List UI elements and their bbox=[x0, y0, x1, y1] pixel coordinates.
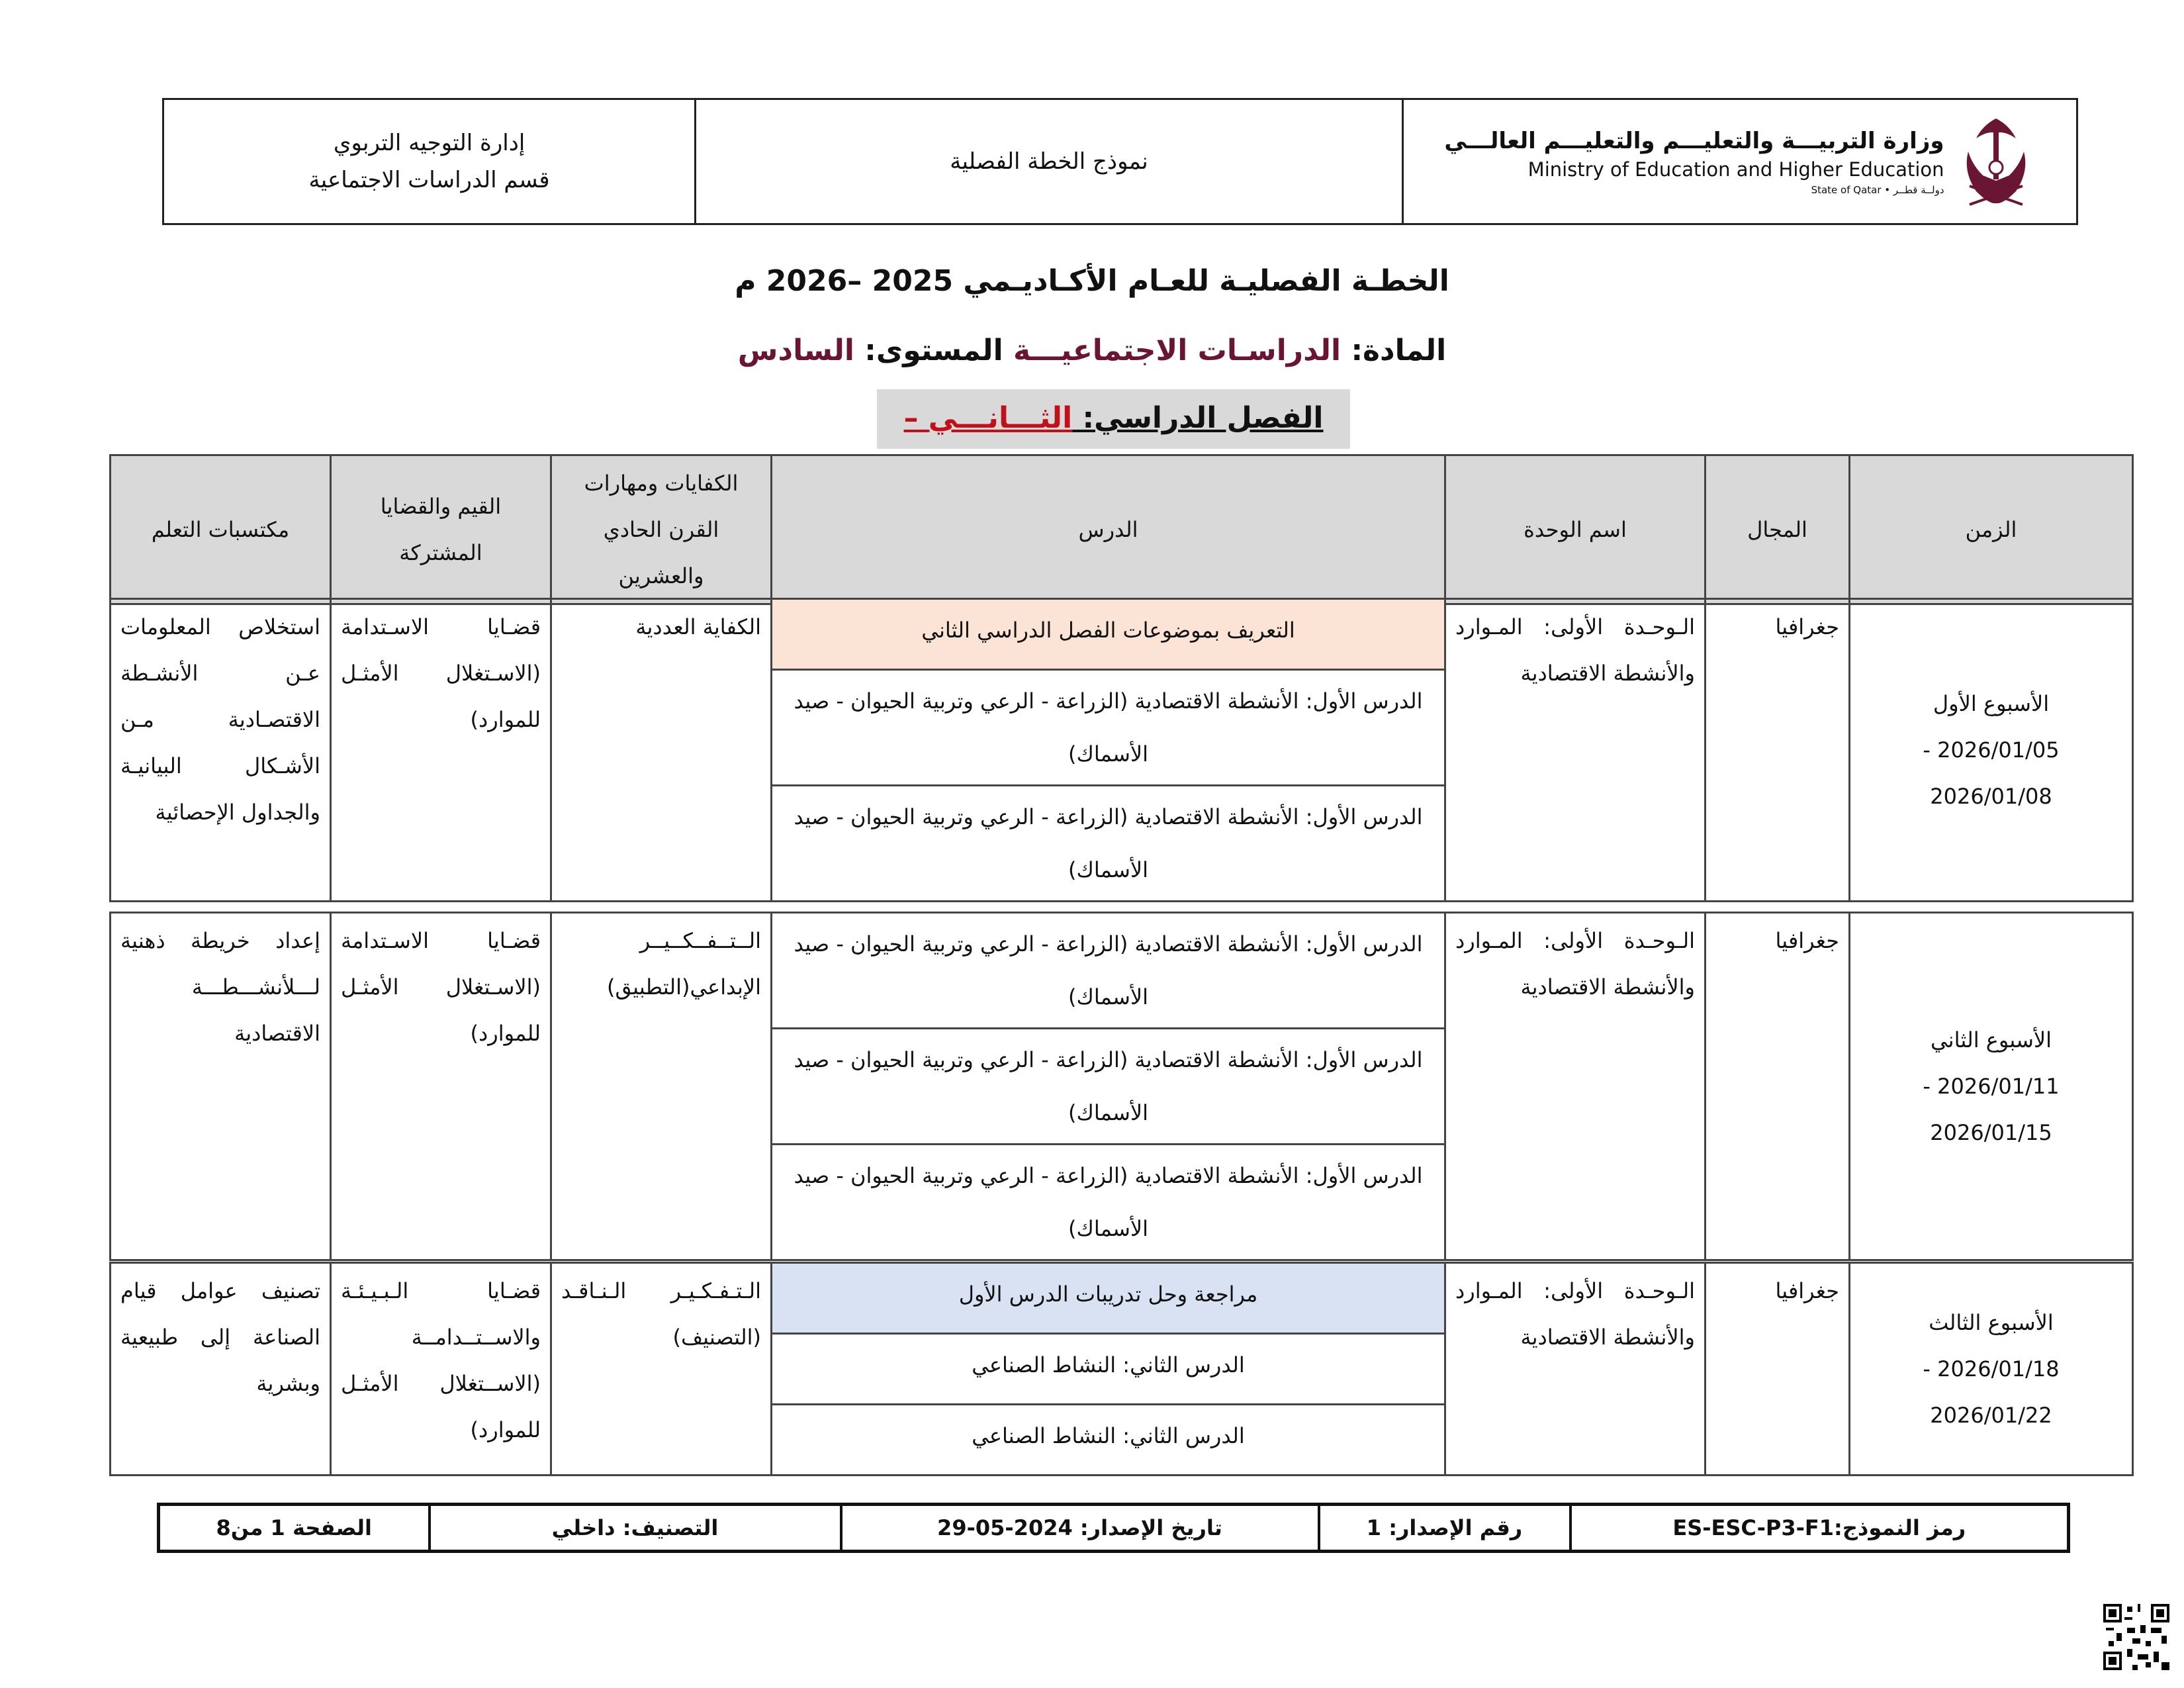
subject-value: الدراسـات الاجتماعيـــة bbox=[1013, 334, 1342, 367]
subject-line bbox=[0, 328, 2184, 374]
unit-cell: الـوحـدة الأولى: المـوارد والأنشطة الاقتصادية bbox=[1445, 599, 1706, 902]
col-values: القيم والقضايا المشتركة bbox=[331, 455, 551, 604]
form-code: رمز النموذج:ES-ESC-P3-F1 bbox=[1570, 1505, 2069, 1552]
level-label: المستوى: bbox=[854, 334, 1013, 367]
field-cell: جغرافيا bbox=[1706, 1263, 1850, 1476]
lesson-cell: التعريف بموضوعات الفصل الدراسي الثاني bbox=[772, 599, 1445, 670]
section-name: قسم الدراسات الاجتماعية bbox=[308, 167, 550, 193]
lesson-cell: مراجعة وحل تدريبات الدرس الأول bbox=[772, 1263, 1445, 1334]
plan-title: الخطـة الفصليـة للعـام الأكـاديـمي 2025 –2026 م bbox=[735, 264, 1449, 298]
col-unit: اسم الوحدة bbox=[1445, 455, 1706, 604]
week-label: الأسبوع الثالث bbox=[1929, 1310, 2054, 1335]
col-time: الزمن bbox=[1850, 455, 2133, 604]
week-cell bbox=[1850, 599, 2133, 902]
page-number: الصفحة 1 من8 bbox=[159, 1505, 430, 1552]
qatar-emblem-icon bbox=[1956, 112, 2036, 211]
week-1-table bbox=[109, 598, 2134, 902]
ministry-name-ar: وزارة التربيـــة والتعليـــم والتعليـــم العالـــي bbox=[1444, 128, 1944, 154]
values-cell: قضـايا الاسـتدامة (الاسـتغلال الأمثـل للموارد) bbox=[331, 913, 551, 1260]
week-label: الأسبوع الثاني bbox=[1930, 1027, 2052, 1053]
document-header bbox=[162, 98, 2078, 225]
lesson-cell: الدرس الأول: الأنشطة الاقتصادية (الزراعة - الرعي وتربية الحيوان - صيد الأسماك) bbox=[772, 1145, 1445, 1260]
field-cell: جغرافيا bbox=[1706, 913, 1850, 1260]
week-cell bbox=[1850, 913, 2133, 1260]
values-cell: قضـايا الـبـيـئـة والاســتــدامــة (الاســتغلال الأمثـل للموارد) bbox=[331, 1263, 551, 1476]
form-title: نموذج الخطة الفصلية bbox=[950, 148, 1148, 175]
semester-label: الفصل الدراسي: bbox=[1072, 401, 1324, 435]
field-cell: جغرافيا bbox=[1706, 599, 1850, 902]
week-cell bbox=[1850, 1263, 2133, 1476]
qr-code-icon bbox=[2103, 1604, 2169, 1670]
competency-cell: الكفاية العددية bbox=[551, 599, 772, 902]
version-number: رقم الإصدار: 1 bbox=[1319, 1505, 1570, 1552]
week-label: الأسبوع الأول bbox=[1933, 691, 2050, 716]
week-from: 2026/01/11 - bbox=[1923, 1074, 2060, 1099]
unit-cell: الـوحـدة الأولى: المـوارد والأنشطة الاقتصادية bbox=[1445, 1263, 1706, 1476]
lesson-cell: الدرس الأول: الأنشطة الاقتصادية (الزراعة - الرعي وتربية الحيوان - صيد الأسماك) bbox=[772, 913, 1445, 1029]
col-lesson: الدرس bbox=[772, 455, 1445, 604]
ministry-cell bbox=[1402, 99, 2077, 224]
semester-line bbox=[877, 389, 1350, 449]
week-3-table bbox=[109, 1262, 2134, 1476]
department-cell bbox=[163, 99, 696, 224]
lesson-cell: الدرس الأول: الأنشطة الاقتصادية (الزراعة - الرعي وتربية الحيوان - صيد الأسماك) bbox=[772, 1029, 1445, 1145]
col-outcomes: مكتسبات التعلم bbox=[111, 455, 331, 604]
outcome-cell: استخلاص المعلومات عـن الأنشـطة الاقتصـادية مـن الأشـكال البيانيـة والجداول الإحصائية bbox=[111, 599, 331, 902]
week-to: 2026/01/15 bbox=[1930, 1120, 2052, 1145]
semester-value: الثـــانـــي bbox=[928, 401, 1073, 435]
col-field: المجال bbox=[1706, 455, 1850, 604]
outcome-cell: إعداد خريطة ذهنية لـــلأنشـــطـــة الاقتصادية bbox=[111, 913, 331, 1260]
form-title-cell bbox=[696, 99, 1403, 224]
lesson-cell: الدرس الأول: الأنشطة الاقتصادية (الزراعة - الرعي وتربية الحيوان - صيد الأسماك) bbox=[772, 670, 1445, 786]
state-name: State of Qatar • دولــة قطــر bbox=[1811, 184, 1944, 196]
col-competencies: الكفايات ومهارات القرن الحادي والعشرين bbox=[551, 455, 772, 604]
week-from: 2026/01/05 - bbox=[1923, 737, 2060, 763]
week-2-table bbox=[109, 912, 2134, 1261]
department-name: إدارة التوجيه التربوي bbox=[333, 130, 525, 156]
ministry-name-en: Ministry of Education and Higher Education bbox=[1527, 158, 1944, 181]
level-value: السادس bbox=[737, 334, 854, 367]
ministry-logo bbox=[1404, 112, 2075, 211]
document-footer bbox=[157, 1503, 2070, 1553]
subject-label: المادة: bbox=[1341, 334, 1447, 367]
values-cell: قضـايا الاسـتدامة (الاسـتغلال الأمثـل للموارد) bbox=[331, 599, 551, 902]
week-to: 2026/01/22 bbox=[1930, 1403, 2052, 1428]
unit-cell: الـوحـدة الأولى: المـوارد والأنشطة الاقتصادية bbox=[1445, 913, 1706, 1260]
lesson-cell: الدرس الثاني: النشاط الصناعي bbox=[772, 1405, 1445, 1476]
issue-date: تاريخ الإصدار: 2024-05-29 bbox=[841, 1505, 1319, 1552]
outcome-cell: تصنيف عوامل قيام الصناعة إلى طبيعية وبشرية bbox=[111, 1263, 331, 1476]
competency-cell: الــتــفــكــيــر الإبداعي(التطبيق) bbox=[551, 913, 772, 1260]
lesson-cell: الدرس الثاني: النشاط الصناعي bbox=[772, 1334, 1445, 1405]
competency-cell: الـتـفـكـيـر الـنـاقـد (التصنيف) bbox=[551, 1263, 772, 1476]
classification: التصنيف: داخلي bbox=[430, 1505, 841, 1552]
lesson-cell: الدرس الأول: الأنشطة الاقتصادية (الزراعة - الرعي وتربية الحيوان - صيد الأسماك) bbox=[772, 786, 1445, 902]
plan-table-header bbox=[109, 454, 2134, 605]
week-to: 2026/01/08 bbox=[1930, 784, 2052, 809]
semester-note: – bbox=[903, 401, 919, 435]
week-from: 2026/01/18 - bbox=[1923, 1356, 2060, 1382]
